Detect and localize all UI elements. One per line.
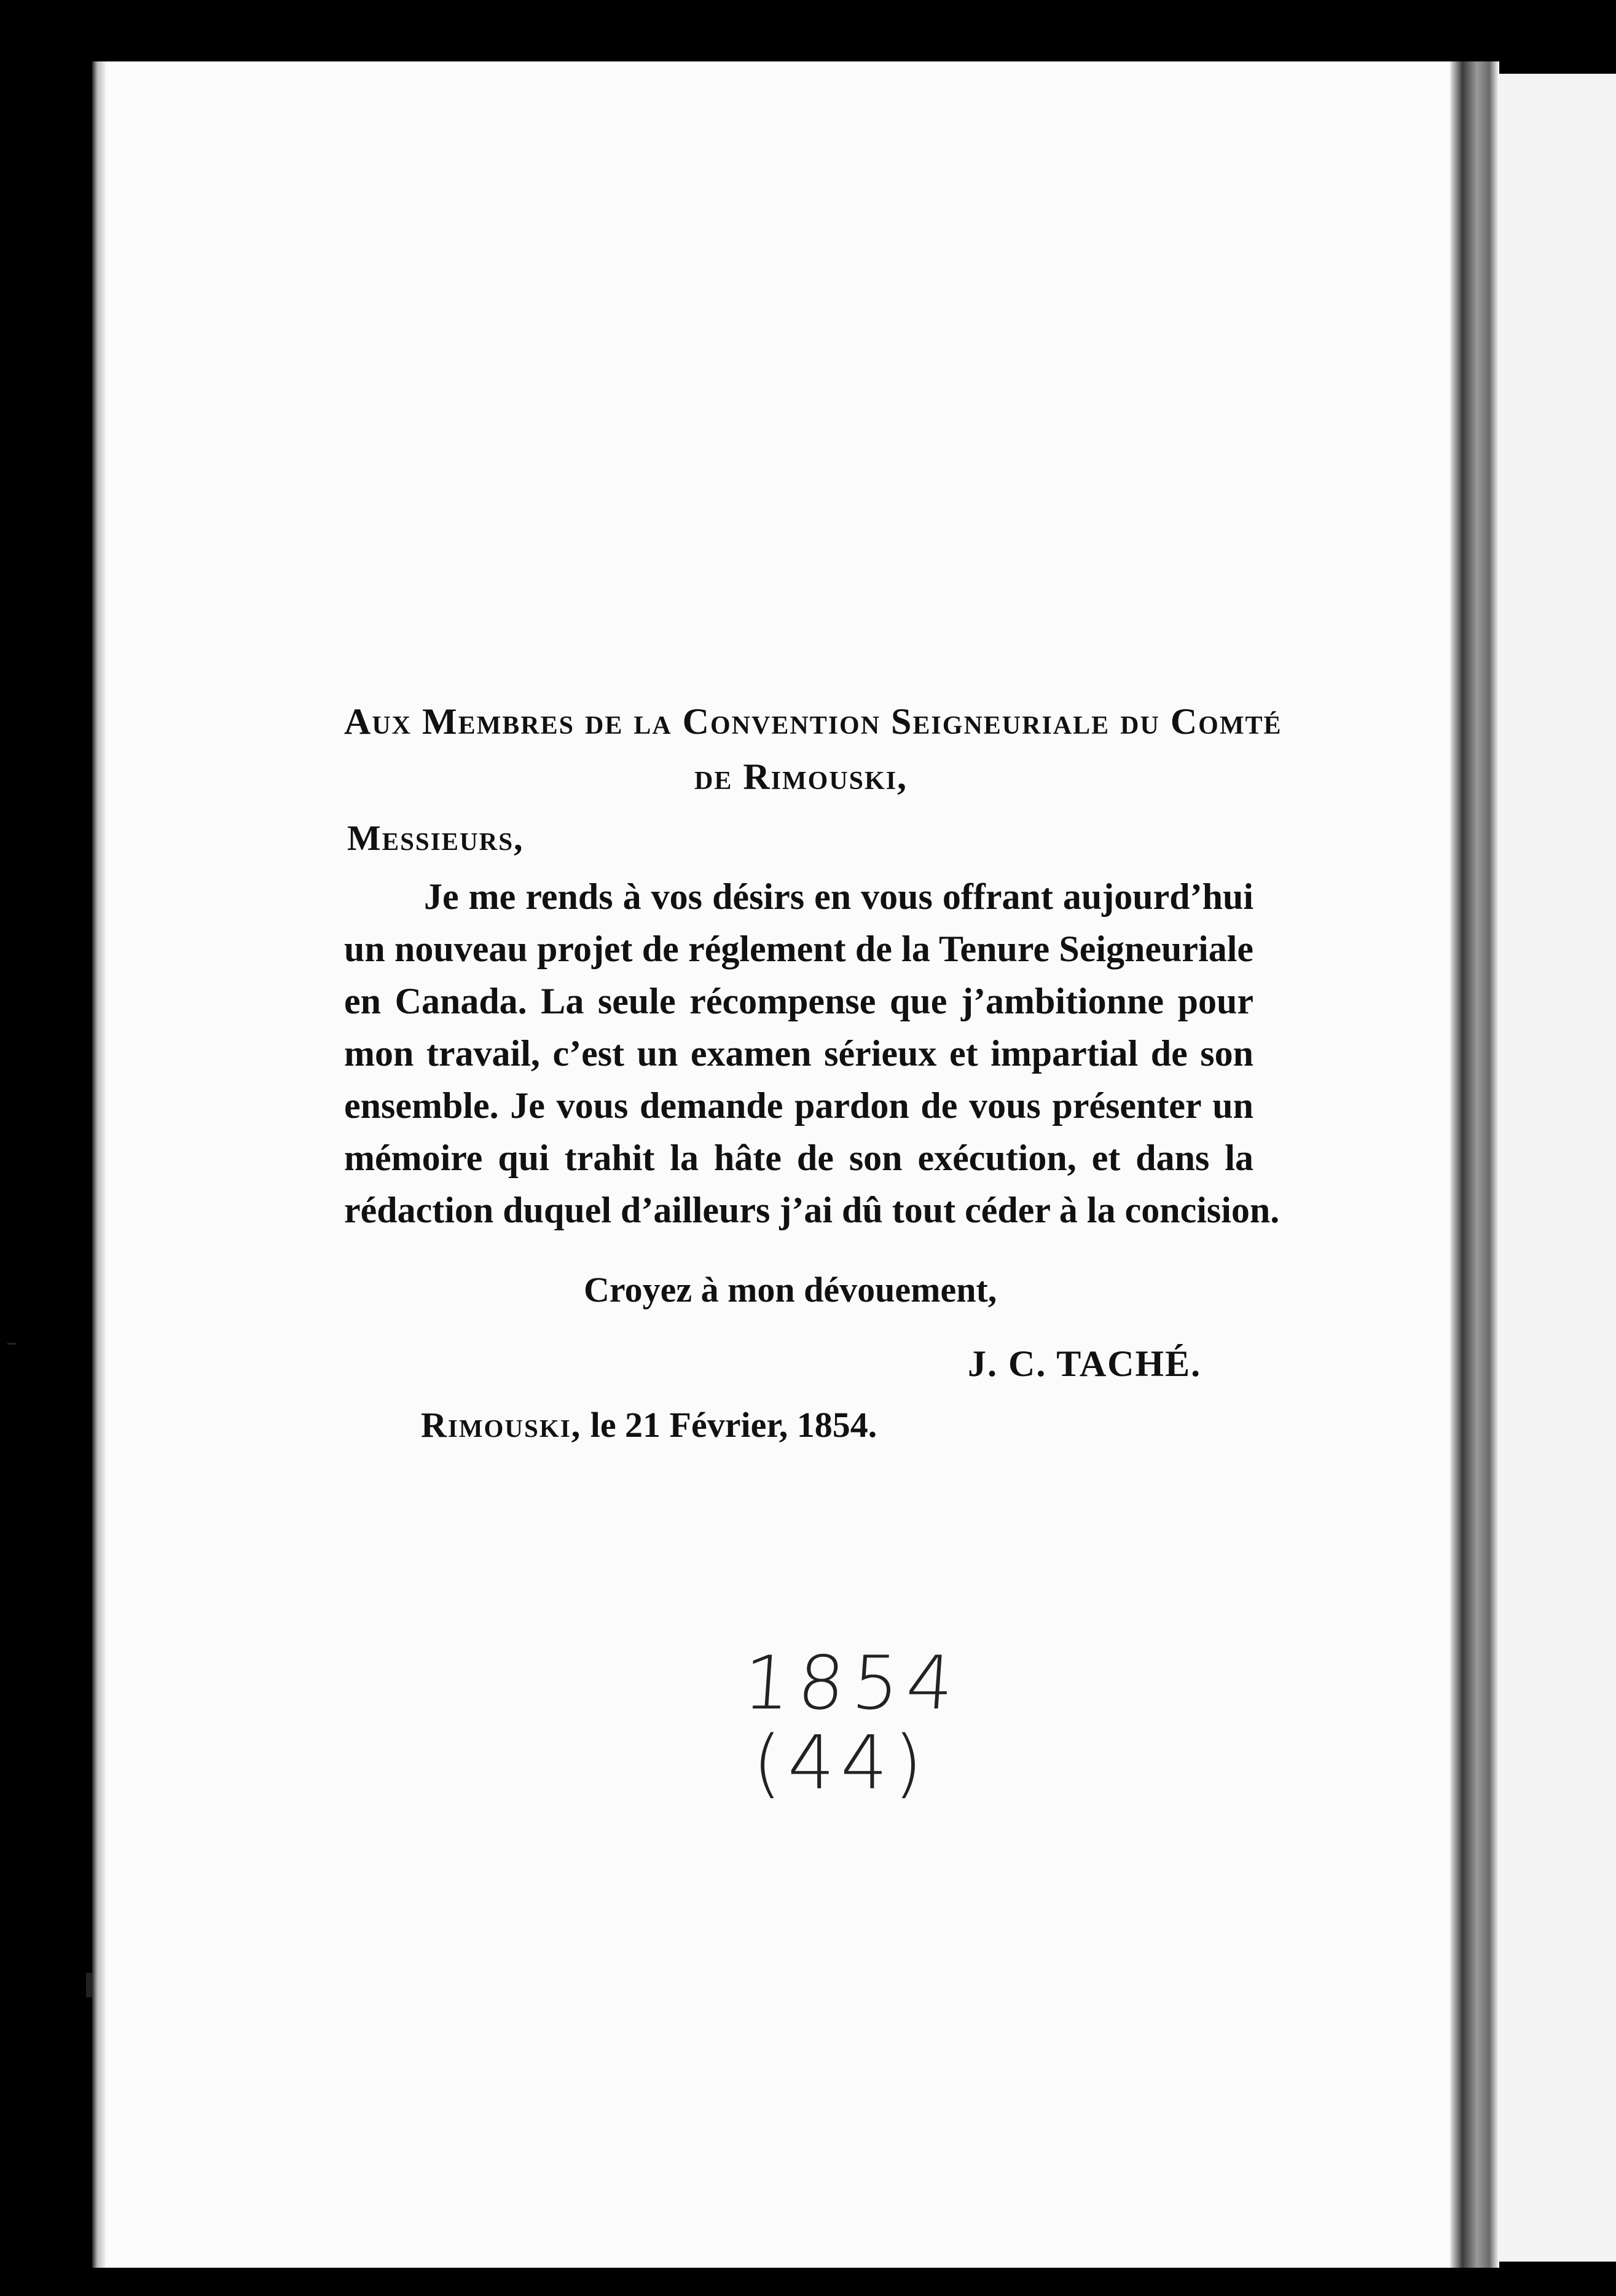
letter-salutation: Messieurs, bbox=[347, 818, 524, 858]
page-gutter-shadow bbox=[1450, 61, 1499, 2268]
page-left-edge bbox=[92, 61, 106, 2268]
letter-date: le 21 Février, 1854. bbox=[590, 1405, 877, 1445]
adjacent-page-edge bbox=[1499, 74, 1616, 2262]
letter-body-line: un nouveau projet de réglement de la Tenure Seigneuriale bbox=[344, 929, 1253, 969]
letter-place: Rimouski, bbox=[421, 1405, 582, 1445]
letter-body-line: ensemble. Je vous demande pardon de vous présenter un bbox=[344, 1085, 1253, 1126]
letter-body-line: rédaction duquel d’ailleurs j’ai dû tout céder à la concision. bbox=[344, 1190, 1280, 1230]
handwritten-number-note: (44) bbox=[753, 1721, 929, 1806]
letter-body-line: en Canada. La seule récompense que j’ambitionne pour bbox=[344, 981, 1253, 1021]
letter-closing: Croyez à mon dévouement, bbox=[584, 1270, 997, 1310]
letter-body-line: mon travail, c’est un examen sérieux et impartial de son bbox=[344, 1033, 1253, 1074]
letter-body-line: mémoire qui trahit la hâte de son exécution, et dans la bbox=[344, 1138, 1253, 1178]
letter-heading-line-1: Aux Membres de la Convention Seigneuriale du Comté bbox=[344, 701, 1282, 742]
letter-heading-line-2: de Rimouski, bbox=[694, 757, 908, 797]
handwritten-year-note: 1854 bbox=[740, 1641, 964, 1726]
letter-dateline bbox=[421, 1404, 877, 1445]
letter-signature: J. C. TACHÉ. bbox=[968, 1343, 1202, 1384]
scan-speck bbox=[86, 1973, 92, 1997]
scan-speck bbox=[7, 1343, 16, 1345]
letter-body-line: Je me rends à vos désirs en vous offrant aujourd’hui bbox=[424, 876, 1253, 917]
